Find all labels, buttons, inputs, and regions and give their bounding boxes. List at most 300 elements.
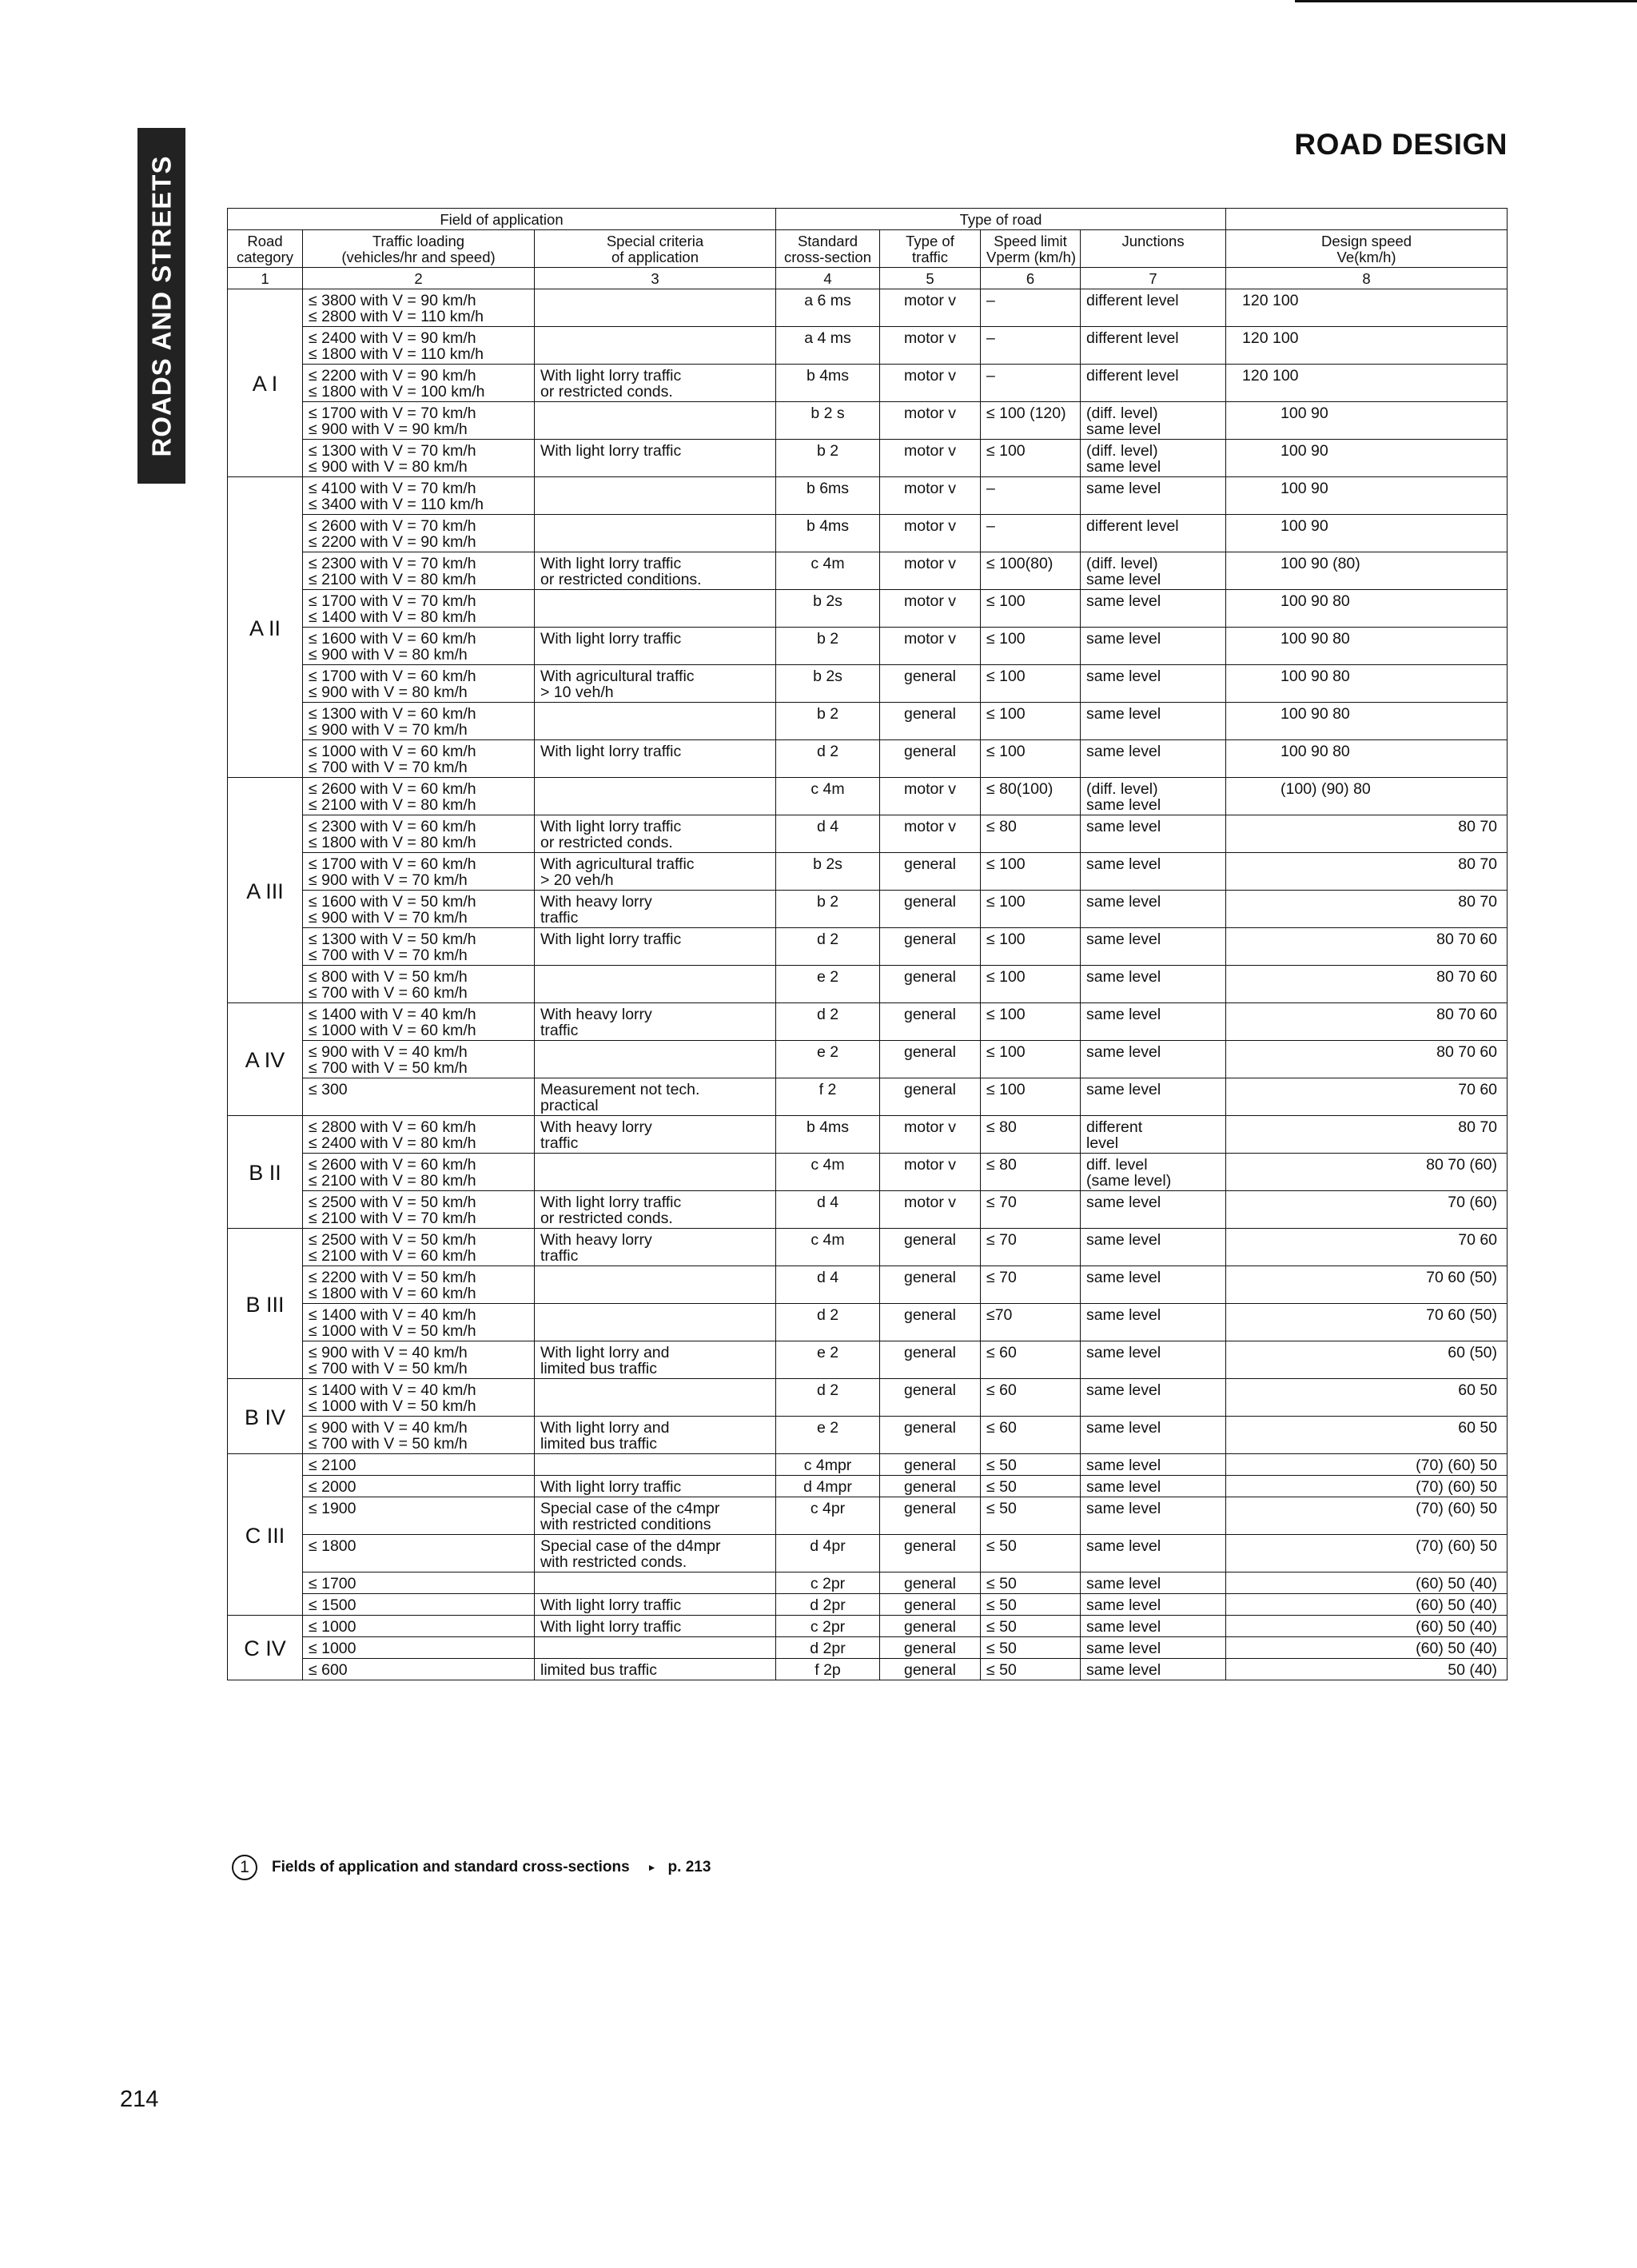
junctions-cell bbox=[1081, 552, 1226, 590]
special-criteria-line: or restricted conditions. bbox=[540, 571, 702, 588]
traffic-loading-cell bbox=[303, 1497, 535, 1535]
junctions-cell bbox=[1081, 440, 1226, 477]
traffic-type-cell: general bbox=[880, 1454, 981, 1476]
junctions-cell bbox=[1081, 1304, 1226, 1341]
traffic-loading-line: ≤ 1700 with V = 60 km/h bbox=[309, 855, 476, 873]
traffic-loading-line: ≤ 1400 with V = 40 km/h bbox=[309, 1306, 476, 1324]
traffic-loading-cell bbox=[303, 1229, 535, 1266]
column-number: 4 bbox=[776, 268, 880, 289]
cross-section-cell: c 4mpr bbox=[776, 1454, 880, 1476]
column-number: 6 bbox=[981, 268, 1081, 289]
traffic-type-cell: general bbox=[880, 740, 981, 778]
junctions-cell bbox=[1081, 1266, 1226, 1304]
speed-limit-cell: ≤ 100 bbox=[981, 740, 1081, 778]
special-criteria-cell bbox=[535, 365, 776, 402]
junctions-cell bbox=[1081, 590, 1226, 628]
speed-limit-cell: ≤ 70 bbox=[981, 1229, 1081, 1266]
road-category-cell: C IV bbox=[228, 1616, 303, 1680]
special-criteria-line: With light lorry traffic bbox=[540, 1596, 682, 1614]
traffic-type-cell: general bbox=[880, 1304, 981, 1341]
traffic-type-cell: motor v bbox=[880, 628, 981, 665]
special-criteria-line: traffic bbox=[540, 909, 579, 927]
design-speed-cell: 100 90 80 bbox=[1226, 628, 1508, 665]
traffic-loading-line: ≤ 2100 with V = 80 km/h bbox=[309, 1172, 476, 1190]
traffic-loading-line: ≤ 1700 bbox=[309, 1575, 356, 1592]
traffic-loading-line: ≤ 1000 with V = 60 km/h bbox=[309, 1022, 476, 1039]
traffic-loading-line: ≤ 1400 with V = 80 km/h bbox=[309, 608, 476, 626]
traffic-loading-line: ≤ 1700 with V = 60 km/h bbox=[309, 668, 476, 685]
cross-section-cell: b 4ms bbox=[776, 365, 880, 402]
cross-section-cell: a 4 ms bbox=[776, 327, 880, 365]
traffic-loading-cell bbox=[303, 590, 535, 628]
cross-section-cell: b 2s bbox=[776, 665, 880, 703]
design-speed-cell: (70) (60) 50 bbox=[1226, 1476, 1508, 1497]
traffic-loading-cell bbox=[303, 1572, 535, 1594]
junctions-line: same level bbox=[1086, 1457, 1161, 1474]
traffic-loading-cell bbox=[303, 740, 535, 778]
table-row bbox=[228, 289, 1508, 327]
junctions-line: same level bbox=[1086, 1478, 1161, 1496]
cross-section-cell: d 4mpr bbox=[776, 1476, 880, 1497]
design-speed-cell: 80 70 bbox=[1226, 891, 1508, 928]
junctions-line: same level bbox=[1086, 1081, 1161, 1098]
junctions-cell bbox=[1081, 1041, 1226, 1078]
special-criteria-cell bbox=[535, 740, 776, 778]
special-criteria-cell bbox=[535, 1594, 776, 1616]
junctions-cell bbox=[1081, 1572, 1226, 1594]
special-criteria-cell bbox=[535, 1229, 776, 1266]
design-speed-cell: 100 90 80 bbox=[1226, 590, 1508, 628]
road-category-cell: B III bbox=[228, 1229, 303, 1379]
special-criteria-line: Special case of the d4mpr bbox=[540, 1537, 721, 1555]
road-category-cell: B II bbox=[228, 1116, 303, 1229]
cross-section-cell: c 2pr bbox=[776, 1616, 880, 1637]
cross-section-cell: d 4pr bbox=[776, 1535, 880, 1572]
table-row bbox=[228, 1116, 1508, 1154]
speed-limit-cell: ≤ 60 bbox=[981, 1379, 1081, 1417]
special-criteria-cell bbox=[535, 815, 776, 853]
traffic-loading-line: ≤ 1000 bbox=[309, 1640, 356, 1657]
traffic-loading-line: ≤ 2200 with V = 90 km/h bbox=[309, 533, 476, 551]
table-row bbox=[228, 1417, 1508, 1454]
design-speed-cell: (60) 50 (40) bbox=[1226, 1572, 1508, 1594]
special-criteria-line: or restricted conds. bbox=[540, 1210, 673, 1227]
junctions-line: same level bbox=[1086, 1231, 1161, 1249]
cross-section-cell: e 2 bbox=[776, 966, 880, 1003]
traffic-type-cell: general bbox=[880, 1497, 981, 1535]
special-criteria-cell bbox=[535, 552, 776, 590]
speed-limit-cell: ≤ 100 (120) bbox=[981, 402, 1081, 440]
junctions-cell bbox=[1081, 365, 1226, 402]
cross-section-cell: d 2 bbox=[776, 1304, 880, 1341]
column-number: 2 bbox=[303, 268, 535, 289]
junctions-line: same level bbox=[1086, 1596, 1161, 1614]
table-row bbox=[228, 1341, 1508, 1379]
traffic-type-cell: general bbox=[880, 1229, 981, 1266]
traffic-loading-cell bbox=[303, 703, 535, 740]
speed-limit-cell: – bbox=[981, 327, 1081, 365]
table-row bbox=[228, 891, 1508, 928]
traffic-loading-cell bbox=[303, 1417, 535, 1454]
special-criteria-line: traffic bbox=[540, 1247, 579, 1265]
cross-section-cell: b 4ms bbox=[776, 515, 880, 552]
junctions-line: (diff. level) bbox=[1086, 555, 1158, 572]
speed-limit-cell: ≤ 60 bbox=[981, 1341, 1081, 1379]
table-row bbox=[228, 1476, 1508, 1497]
traffic-type-cell: general bbox=[880, 665, 981, 703]
design-speed-cell: 70 60 bbox=[1226, 1229, 1508, 1266]
header-junctions: Junctions bbox=[1081, 230, 1226, 268]
special-criteria-cell bbox=[535, 1616, 776, 1637]
table-row bbox=[228, 590, 1508, 628]
special-criteria-cell bbox=[535, 928, 776, 966]
design-speed-cell: (70) (60) 50 bbox=[1226, 1454, 1508, 1476]
traffic-loading-line: ≤ 1600 with V = 50 km/h bbox=[309, 893, 476, 911]
design-speed-cell: 80 70 60 bbox=[1226, 1003, 1508, 1041]
special-criteria-line: With light lorry traffic bbox=[540, 555, 682, 572]
special-criteria-cell bbox=[535, 1191, 776, 1229]
traffic-loading-line: ≤ 2500 with V = 50 km/h bbox=[309, 1231, 476, 1249]
special-criteria-cell bbox=[535, 665, 776, 703]
junctions-cell bbox=[1081, 515, 1226, 552]
traffic-loading-cell bbox=[303, 552, 535, 590]
cross-section-cell: c 4m bbox=[776, 552, 880, 590]
special-criteria-cell bbox=[535, 1341, 776, 1379]
table-row bbox=[228, 703, 1508, 740]
traffic-loading-line: ≤ 1000 with V = 50 km/h bbox=[309, 1322, 476, 1340]
traffic-type-cell: motor v bbox=[880, 778, 981, 815]
table-row bbox=[228, 1154, 1508, 1191]
special-criteria-cell bbox=[535, 590, 776, 628]
special-criteria-cell bbox=[535, 327, 776, 365]
traffic-loading-line: ≤ 2400 with V = 80 km/h bbox=[309, 1134, 476, 1152]
table-row bbox=[228, 1003, 1508, 1041]
header-road-category: Road category bbox=[228, 230, 303, 268]
table-row bbox=[228, 1572, 1508, 1594]
traffic-loading-line: ≤ 1800 with V = 60 km/h bbox=[309, 1285, 476, 1302]
traffic-loading-cell bbox=[303, 815, 535, 853]
design-speed-cell: 70 60 (50) bbox=[1226, 1304, 1508, 1341]
junctions-line: same level bbox=[1086, 1575, 1161, 1592]
speed-limit-cell: ≤ 80 bbox=[981, 815, 1081, 853]
junctions-cell bbox=[1081, 891, 1226, 928]
junctions-line: different level bbox=[1086, 329, 1179, 347]
page-number: 214 bbox=[120, 2087, 159, 2112]
design-speed-cell: 80 70 60 bbox=[1226, 928, 1508, 966]
junctions-cell bbox=[1081, 815, 1226, 853]
cross-section-cell: f 2 bbox=[776, 1078, 880, 1116]
junctions-line: same level bbox=[1086, 855, 1161, 873]
special-criteria-cell bbox=[535, 778, 776, 815]
junctions-line: same level bbox=[1086, 1006, 1161, 1023]
special-criteria-line: With light lorry traffic bbox=[540, 743, 682, 760]
traffic-loading-line: ≤ 1500 bbox=[309, 1596, 356, 1614]
table-row bbox=[228, 1497, 1508, 1535]
junctions-line: same level bbox=[1086, 458, 1161, 476]
design-speed-cell: 100 90 bbox=[1226, 440, 1508, 477]
special-criteria-cell bbox=[535, 1454, 776, 1476]
page-title: ROAD DESIGN bbox=[1294, 128, 1508, 161]
speed-limit-cell: ≤ 50 bbox=[981, 1497, 1081, 1535]
traffic-loading-cell bbox=[303, 1003, 535, 1041]
traffic-loading-line: ≤ 2400 with V = 90 km/h bbox=[309, 329, 476, 347]
traffic-loading-cell bbox=[303, 1594, 535, 1616]
junctions-line: same level bbox=[1086, 421, 1161, 438]
road-design-table bbox=[227, 208, 1508, 1680]
junctions-cell bbox=[1081, 1637, 1226, 1659]
special-criteria-cell bbox=[535, 1379, 776, 1417]
table-row bbox=[228, 1229, 1508, 1266]
cross-section-cell: b 2 bbox=[776, 628, 880, 665]
traffic-type-cell: motor v bbox=[880, 440, 981, 477]
traffic-loading-line: ≤ 2600 with V = 60 km/h bbox=[309, 1156, 476, 1174]
junctions-line: same level bbox=[1086, 630, 1161, 648]
junctions-line: same level bbox=[1086, 592, 1161, 610]
traffic-loading-line: ≤ 1600 with V = 60 km/h bbox=[309, 630, 476, 648]
speed-limit-cell: ≤ 50 bbox=[981, 1572, 1081, 1594]
junctions-line: different level bbox=[1086, 367, 1179, 385]
speed-limit-cell: ≤ 50 bbox=[981, 1659, 1081, 1680]
cross-section-cell: c 4m bbox=[776, 778, 880, 815]
design-speed-cell: 100 90 bbox=[1226, 477, 1508, 515]
speed-limit-cell: ≤ 70 bbox=[981, 1266, 1081, 1304]
traffic-type-cell: general bbox=[880, 1003, 981, 1041]
special-criteria-line: > 10 veh/h bbox=[540, 684, 614, 701]
table-row bbox=[228, 1266, 1508, 1304]
junctions-line: same level bbox=[1086, 1381, 1161, 1399]
special-criteria-cell bbox=[535, 1304, 776, 1341]
junctions-cell bbox=[1081, 1078, 1226, 1116]
junctions-line: same level bbox=[1086, 1640, 1161, 1657]
header-speed-limit: Speed limit Vperm (km/h) bbox=[981, 230, 1081, 268]
traffic-type-cell: motor v bbox=[880, 1191, 981, 1229]
special-criteria-cell bbox=[535, 1476, 776, 1497]
cross-section-cell: d 2 bbox=[776, 1379, 880, 1417]
header-field-of-application: Field of application bbox=[228, 209, 776, 230]
header-group-row bbox=[228, 209, 1508, 230]
junctions-cell bbox=[1081, 1229, 1226, 1266]
traffic-type-cell: motor v bbox=[880, 515, 981, 552]
section-tab-label: ROADS AND STREETS bbox=[146, 155, 177, 456]
cross-section-cell: c 4m bbox=[776, 1229, 880, 1266]
traffic-type-cell: general bbox=[880, 1041, 981, 1078]
column-number: 5 bbox=[880, 268, 981, 289]
table-row bbox=[228, 1304, 1508, 1341]
junctions-line: same level bbox=[1086, 668, 1161, 685]
cross-section-cell: e 2 bbox=[776, 1417, 880, 1454]
header-blank bbox=[1226, 209, 1508, 230]
special-criteria-line: Special case of the c4mpr bbox=[540, 1500, 720, 1517]
speed-limit-cell: ≤ 50 bbox=[981, 1476, 1081, 1497]
special-criteria-line: With light lorry and bbox=[540, 1419, 670, 1437]
design-speed-cell: 100 90 bbox=[1226, 515, 1508, 552]
junctions-line: same level bbox=[1086, 818, 1161, 835]
traffic-loading-line: ≤ 2300 with V = 60 km/h bbox=[309, 818, 476, 835]
speed-limit-cell: ≤ 100 bbox=[981, 928, 1081, 966]
design-speed-cell: (70) (60) 50 bbox=[1226, 1497, 1508, 1535]
design-speed-cell: 80 70 60 bbox=[1226, 1041, 1508, 1078]
traffic-loading-cell bbox=[303, 1476, 535, 1497]
traffic-loading-cell bbox=[303, 891, 535, 928]
speed-limit-cell: ≤ 50 bbox=[981, 1454, 1081, 1476]
traffic-loading-line: ≤ 900 with V = 40 km/h bbox=[309, 1419, 468, 1437]
speed-limit-cell: ≤ 80 bbox=[981, 1154, 1081, 1191]
junctions-line: same level bbox=[1086, 480, 1161, 497]
design-speed-cell: (70) (60) 50 bbox=[1226, 1535, 1508, 1572]
traffic-type-cell: motor v bbox=[880, 815, 981, 853]
junctions-line: same level bbox=[1086, 1661, 1161, 1679]
traffic-loading-line: ≤ 1000 with V = 50 km/h bbox=[309, 1397, 476, 1415]
traffic-loading-cell bbox=[303, 1535, 535, 1572]
table-row bbox=[228, 440, 1508, 477]
traffic-type-cell: general bbox=[880, 1379, 981, 1417]
traffic-loading-line: ≤ 1900 bbox=[309, 1500, 356, 1517]
table-row bbox=[228, 1454, 1508, 1476]
design-speed-cell: 60 (50) bbox=[1226, 1341, 1508, 1379]
special-criteria-cell bbox=[535, 1417, 776, 1454]
speed-limit-cell: ≤ 100 bbox=[981, 665, 1081, 703]
cross-section-cell: d 2 bbox=[776, 928, 880, 966]
special-criteria-cell bbox=[535, 1154, 776, 1191]
junctions-line: (same level) bbox=[1086, 1172, 1172, 1190]
table-row bbox=[228, 1616, 1508, 1637]
special-criteria-line: limited bus traffic bbox=[540, 1360, 657, 1377]
cross-section-cell: d 2pr bbox=[776, 1594, 880, 1616]
traffic-loading-cell bbox=[303, 327, 535, 365]
traffic-type-cell: motor v bbox=[880, 289, 981, 327]
special-criteria-line: With heavy lorry bbox=[540, 893, 652, 911]
traffic-type-cell: general bbox=[880, 1594, 981, 1616]
speed-limit-cell: ≤ 100 bbox=[981, 891, 1081, 928]
traffic-loading-cell bbox=[303, 1616, 535, 1637]
design-speed-cell: 80 70 (60) bbox=[1226, 1154, 1508, 1191]
traffic-loading-line: ≤ 2300 with V = 70 km/h bbox=[309, 555, 476, 572]
junctions-line: level bbox=[1086, 1134, 1119, 1152]
design-speed-cell: 80 70 60 bbox=[1226, 966, 1508, 1003]
traffic-loading-line: ≤ 300 bbox=[309, 1081, 348, 1098]
traffic-loading-cell bbox=[303, 1341, 535, 1379]
traffic-loading-line: ≤ 700 with V = 70 km/h bbox=[309, 759, 468, 776]
traffic-loading-line: ≤ 1400 with V = 40 km/h bbox=[309, 1381, 476, 1399]
header-label-row bbox=[228, 230, 1508, 268]
junctions-cell bbox=[1081, 966, 1226, 1003]
special-criteria-line: With light lorry traffic bbox=[540, 1618, 682, 1636]
special-criteria-cell bbox=[535, 703, 776, 740]
junctions-cell bbox=[1081, 1154, 1226, 1191]
junctions-cell bbox=[1081, 1616, 1226, 1637]
traffic-loading-line: ≤ 900 with V = 70 km/h bbox=[309, 721, 468, 739]
table-row bbox=[228, 928, 1508, 966]
speed-limit-cell: ≤ 100 bbox=[981, 703, 1081, 740]
traffic-type-cell: general bbox=[880, 966, 981, 1003]
traffic-type-cell: motor v bbox=[880, 552, 981, 590]
special-criteria-line: With light lorry traffic bbox=[540, 1194, 682, 1211]
special-criteria-line: With heavy lorry bbox=[540, 1006, 652, 1023]
design-speed-cell: 100 90 80 bbox=[1226, 665, 1508, 703]
section-tab bbox=[137, 128, 185, 484]
cross-section-cell: c 4pr bbox=[776, 1497, 880, 1535]
speed-limit-cell: ≤ 100 bbox=[981, 853, 1081, 891]
traffic-type-cell: general bbox=[880, 891, 981, 928]
traffic-loading-line: ≤ 2100 with V = 70 km/h bbox=[309, 1210, 476, 1227]
cross-section-cell: d 2pr bbox=[776, 1637, 880, 1659]
special-criteria-line: With light lorry traffic bbox=[540, 1478, 682, 1496]
junctions-line: same level bbox=[1086, 571, 1161, 588]
junctions-cell bbox=[1081, 1659, 1226, 1680]
traffic-loading-cell bbox=[303, 1116, 535, 1154]
traffic-loading-line: ≤ 2200 with V = 50 km/h bbox=[309, 1269, 476, 1286]
junctions-cell bbox=[1081, 1454, 1226, 1476]
junctions-cell bbox=[1081, 477, 1226, 515]
traffic-loading-cell bbox=[303, 853, 535, 891]
junctions-cell bbox=[1081, 853, 1226, 891]
special-criteria-line: or restricted conds. bbox=[540, 383, 673, 401]
design-speed-cell: 100 90 (80) bbox=[1226, 552, 1508, 590]
special-criteria-cell bbox=[535, 1572, 776, 1594]
road-category-cell: A II bbox=[228, 477, 303, 778]
traffic-loading-line: ≤ 2100 with V = 60 km/h bbox=[309, 1247, 476, 1265]
speed-limit-cell: ≤ 100 bbox=[981, 1078, 1081, 1116]
cross-section-cell: b 2s bbox=[776, 853, 880, 891]
traffic-type-cell: general bbox=[880, 1078, 981, 1116]
design-speed-cell: 120 100 bbox=[1226, 289, 1508, 327]
table-row bbox=[228, 1078, 1508, 1116]
traffic-type-cell: general bbox=[880, 703, 981, 740]
traffic-type-cell: general bbox=[880, 1476, 981, 1497]
header-type-of-road: Type of road bbox=[776, 209, 1226, 230]
traffic-loading-cell bbox=[303, 477, 535, 515]
speed-limit-cell: ≤ 100 bbox=[981, 628, 1081, 665]
column-number: 1 bbox=[228, 268, 303, 289]
traffic-loading-line: ≤ 700 with V = 60 km/h bbox=[309, 984, 468, 1002]
table-row bbox=[228, 778, 1508, 815]
junctions-line: (diff. level) bbox=[1086, 780, 1158, 798]
speed-limit-cell: ≤ 70 bbox=[981, 1191, 1081, 1229]
special-criteria-line: With light lorry and bbox=[540, 1344, 670, 1361]
traffic-loading-line: ≤ 2600 with V = 70 km/h bbox=[309, 517, 476, 535]
traffic-type-cell: general bbox=[880, 853, 981, 891]
speed-limit-cell: ≤ 100(80) bbox=[981, 552, 1081, 590]
cross-section-cell: b 4ms bbox=[776, 1116, 880, 1154]
traffic-type-cell: general bbox=[880, 928, 981, 966]
traffic-type-cell: motor v bbox=[880, 402, 981, 440]
design-speed-cell: 70 60 (50) bbox=[1226, 1266, 1508, 1304]
speed-limit-cell: – bbox=[981, 365, 1081, 402]
special-criteria-line: With light lorry traffic bbox=[540, 818, 682, 835]
table-row bbox=[228, 552, 1508, 590]
junctions-cell bbox=[1081, 1116, 1226, 1154]
traffic-loading-line: ≤ 1300 with V = 60 km/h bbox=[309, 705, 476, 723]
table-row bbox=[228, 1191, 1508, 1229]
traffic-loading-line: ≤ 1700 with V = 70 km/h bbox=[309, 592, 476, 610]
table-row bbox=[228, 966, 1508, 1003]
speed-limit-cell: ≤ 100 bbox=[981, 966, 1081, 1003]
traffic-loading-line: ≤ 700 with V = 50 km/h bbox=[309, 1435, 468, 1453]
traffic-loading-line: ≤ 900 with V = 40 km/h bbox=[309, 1344, 468, 1361]
special-criteria-cell bbox=[535, 1116, 776, 1154]
traffic-loading-cell bbox=[303, 1078, 535, 1116]
design-speed-cell: 80 70 bbox=[1226, 853, 1508, 891]
junctions-line: same level bbox=[1086, 1344, 1161, 1361]
traffic-type-cell: motor v bbox=[880, 1116, 981, 1154]
traffic-loading-line: ≤ 1300 with V = 70 km/h bbox=[309, 442, 476, 460]
cross-section-cell: d 2 bbox=[776, 740, 880, 778]
junctions-cell bbox=[1081, 740, 1226, 778]
design-speed-cell: 120 100 bbox=[1226, 365, 1508, 402]
speed-limit-cell: ≤ 80 bbox=[981, 1116, 1081, 1154]
traffic-loading-line: ≤ 3800 with V = 90 km/h bbox=[309, 292, 476, 309]
header-number-row bbox=[228, 268, 1508, 289]
